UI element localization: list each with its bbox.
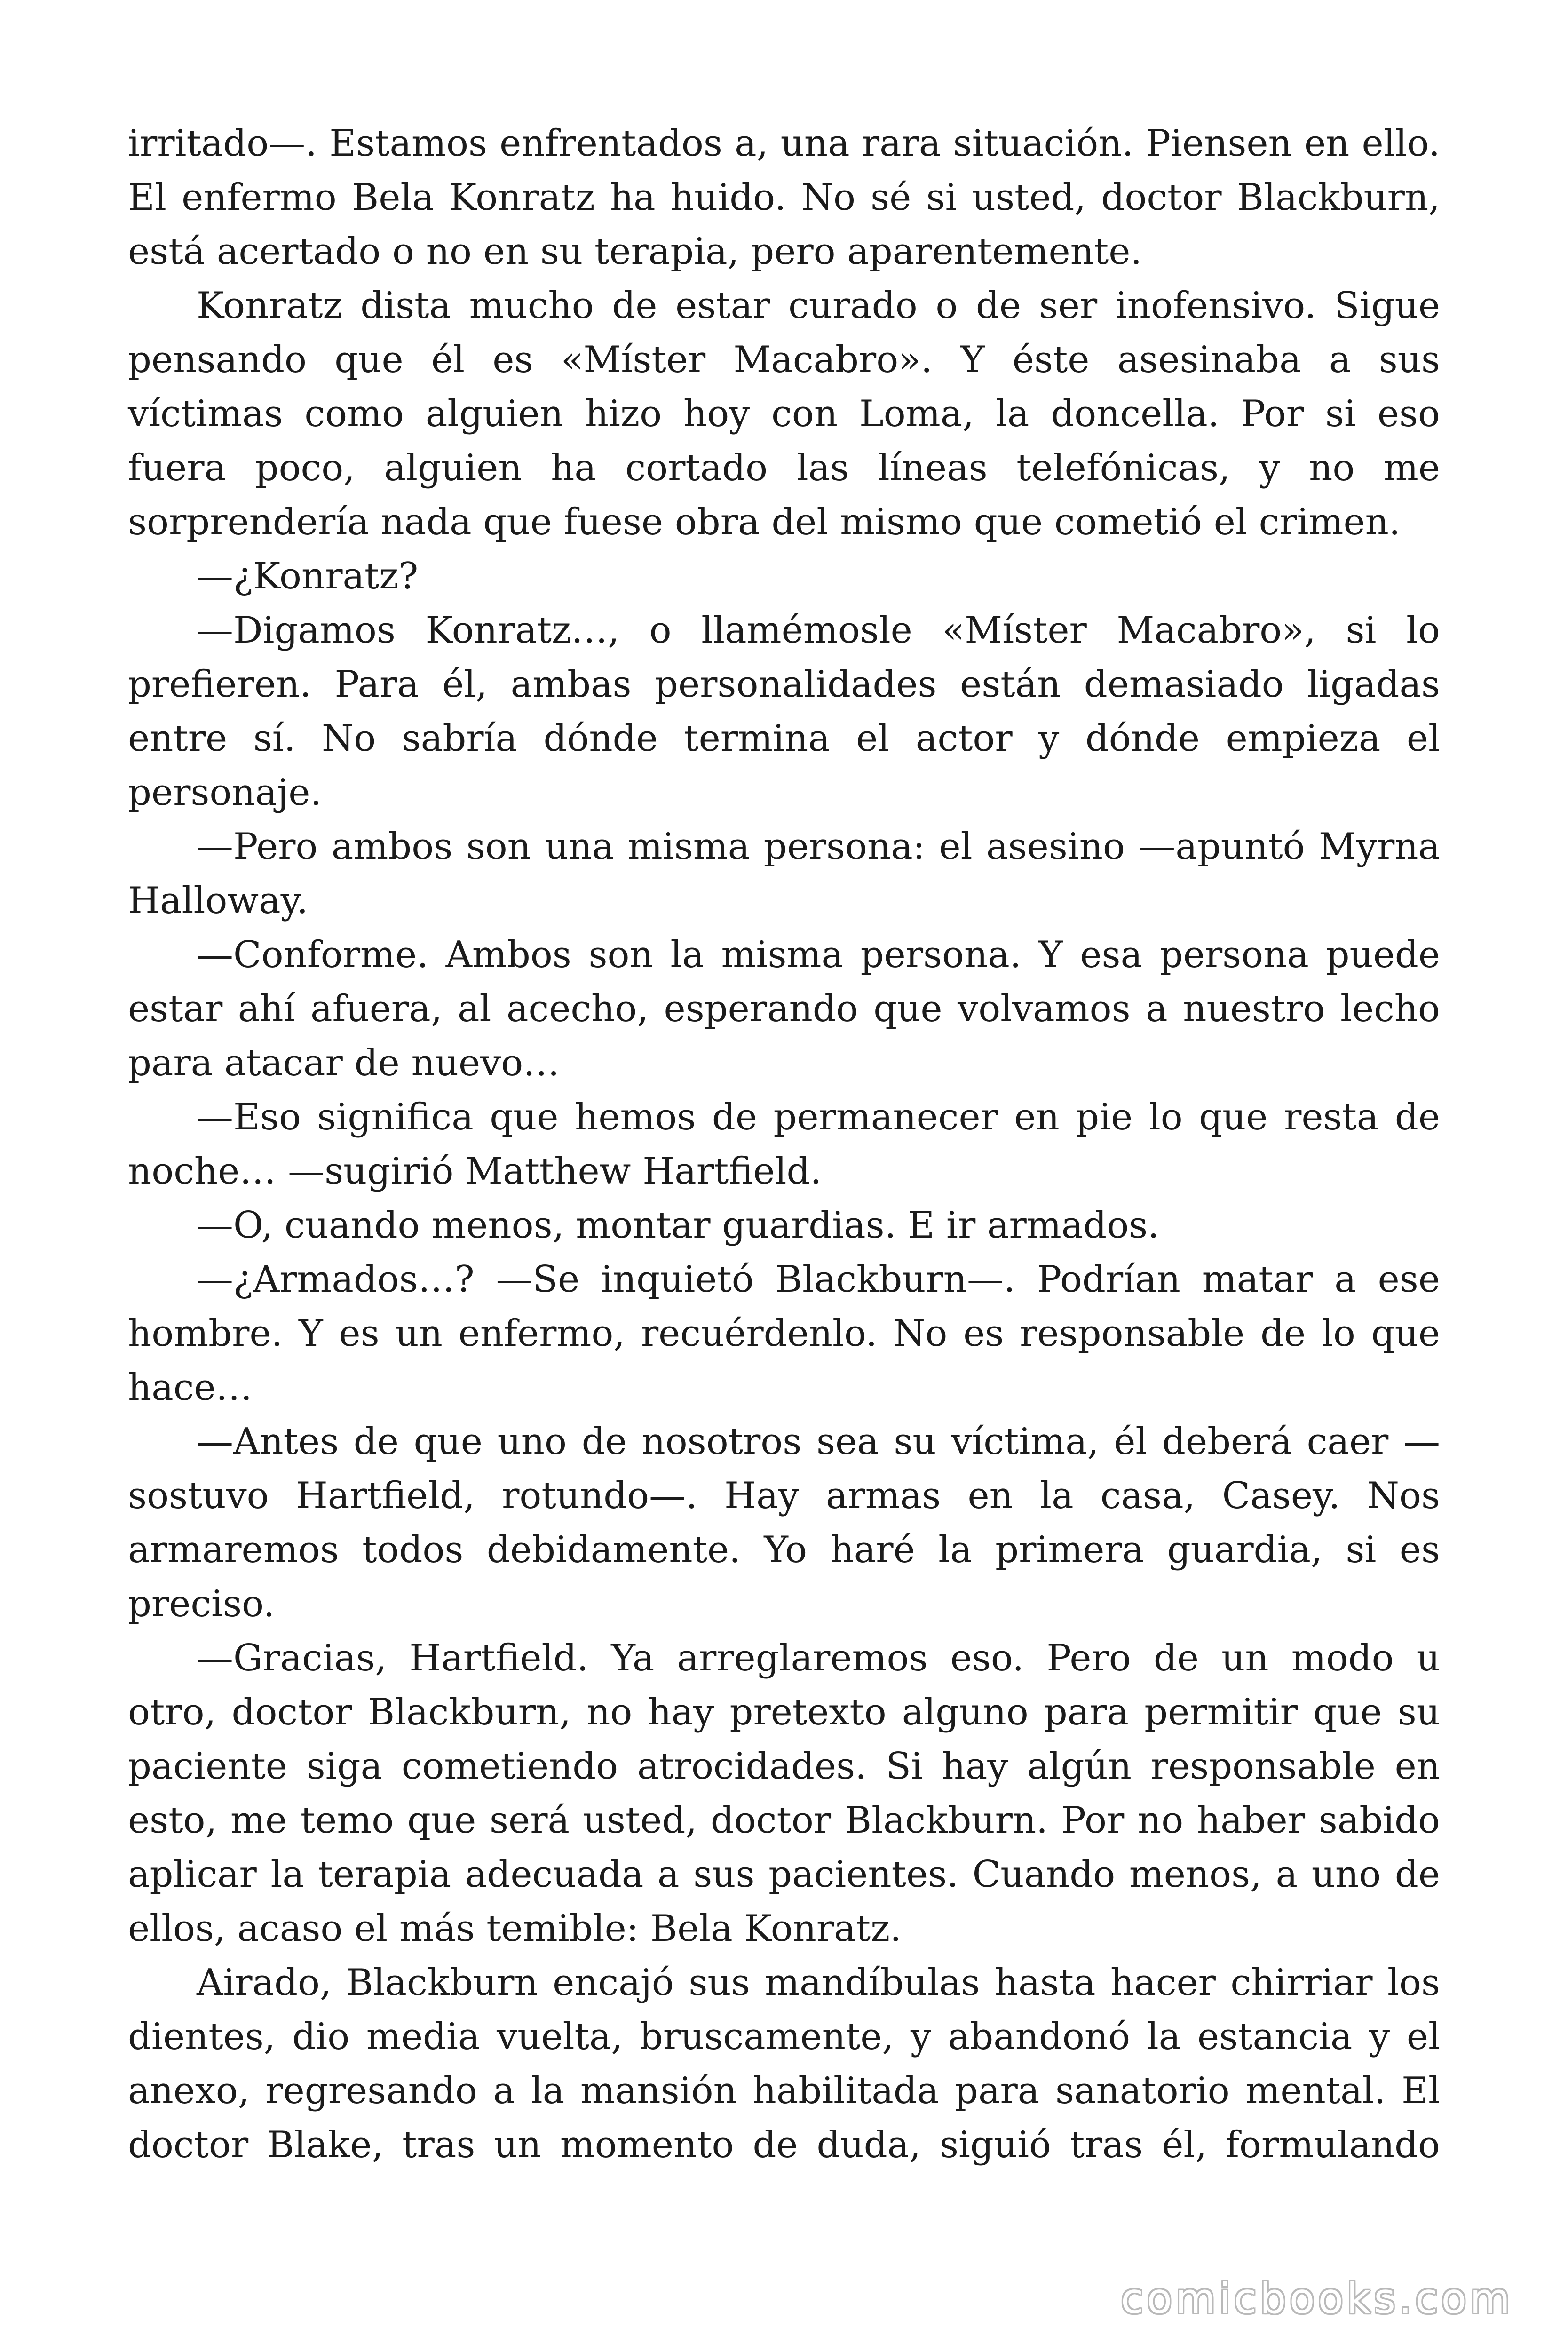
dialogue-line: —Conforme. Ambos son la misma persona. Y esa persona puede estar ahí afuera, al acecho, esperando que volvamos a nuestro lecho para atacar de nuevo…	[128, 934, 1440, 1084]
paragraph-final: Airado, Blackburn encajó sus mandíbulas hasta hacer chirriar los dientes, dio media vuelta, bruscamente, y abandonó la estancia y el anexo, regresando a la mansión habilitada para sanatorio mental. El doctor Blake, tras un momento de duda, siguió tras él, formulando	[128, 1962, 1440, 2166]
dialogue-line: —¿Konratz?	[197, 555, 419, 597]
dialogue-line: —Eso significa que hemos de permanecer en pie lo que resta de noche… —sugirió Matthew Hartfield.	[128, 1096, 1440, 1192]
dialogue-line: —Gracias, Hartfield. Ya arreglaremos eso. Pero de un modo u otro, doctor Blackburn, no hay pretexto alguno para permitir que su paciente siga cometiendo atrocidades. Si hay algún responsable en esto, me temo que será usted, doctor Blackburn. Por no haber sabido aplicar la terapia adecuada a sus pacientes. Cuando menos, a uno de ellos, acaso el más temible: Bela Konratz.	[128, 1637, 1440, 1950]
dialogue-line: —Pero ambos son una misma persona: el asesino —apuntó Myrna Halloway.	[128, 826, 1440, 922]
dialogue-line: —Antes de que uno de nosotros sea su víctima, él deberá caer —sostuvo Hartfield, rotundo—. Hay armas en la casa, Casey. Nos armaremos todos debidamente. Yo haré la primera guardia, si es preciso.	[128, 1421, 1440, 1625]
dialogue-line: —¿Armados…? —Se inquietó Blackburn—. Podrían matar a ese hombre. Y es un enfermo, recuérdenlo. No es responsable de lo que hace…	[128, 1258, 1440, 1409]
paragraph: Konratz dista mucho de estar curado o de ser inofensivo. Sigue pensando que él es «Míster Macabro». Y éste asesinaba a sus víctimas como alguien hizo hoy con Loma, la doncella. Por si eso fuera poco, alguien ha cortado las líneas telefónicas, y no me sorprendería nada que fuese obra del mismo que cometió el crimen.	[128, 285, 1440, 543]
dialogue-line: —Digamos Konratz…, o llamémosle «Míster Macabro», si lo prefieren. Para él, ambas personalidades están demasiado ligadas entre sí. No sabría dónde termina el actor y dónde empieza el personaje.	[128, 609, 1440, 814]
body-text	[128, 117, 1440, 2172]
site-watermark: comicbooks.com	[1120, 2274, 1513, 2323]
dialogue-line: —O, cuando menos, montar guardias. E ir armados.	[197, 1204, 1160, 1247]
paragraph-continuation: irritado—. Estamos enfrentados a, una rara situación. Piensen en ello. El enfermo Bela Konratz ha huido. No sé si usted, doctor Blackburn, está acertado o no en su terapia, pero aparentemente.	[128, 122, 1440, 273]
